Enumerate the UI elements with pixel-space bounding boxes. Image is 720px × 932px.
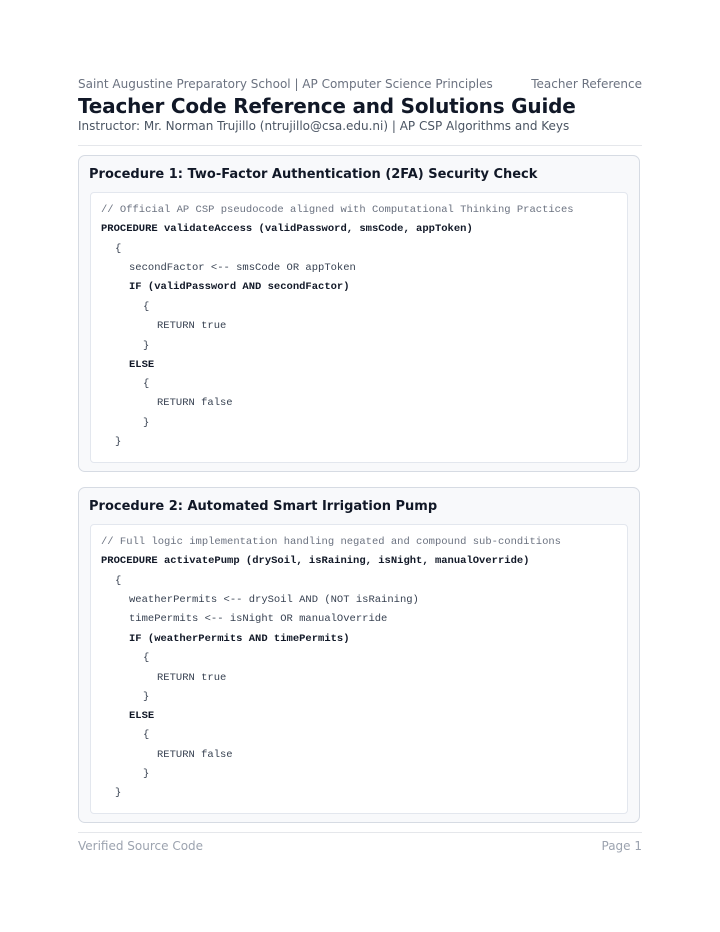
code-line: }: [115, 436, 122, 448]
page-header: [78, 77, 642, 91]
code-line: IF (validPassword AND secondFactor): [129, 281, 350, 293]
code-line: {: [115, 575, 122, 587]
code-line: RETURN false: [157, 397, 233, 409]
instructor-line: Instructor: Mr. Norman Trujillo (ntrujillo@csa.edu.ni) | AP CSP Algorithms and Keys: [78, 119, 570, 133]
code-line: {: [143, 652, 150, 664]
procedure-title: Procedure 1: Two-Factor Authentication (2FA) Security Check: [89, 167, 538, 182]
code-line: }: [143, 417, 150, 429]
reference-tag: Teacher Reference: [531, 77, 642, 91]
footer-divider: [78, 832, 642, 833]
code-line: }: [143, 340, 150, 352]
code-line: {: [115, 243, 122, 255]
code-line: }: [115, 787, 122, 799]
procedure-title: Procedure 2: Automated Smart Irrigation Pump: [89, 499, 438, 514]
header-divider: [78, 145, 642, 146]
code-comment: // Official AP CSP pseudocode aligned with Computational Thinking Practices: [101, 204, 574, 216]
code-line: RETURN true: [157, 320, 227, 332]
code-line: PROCEDURE validateAccess (validPassword, smsCode, appToken): [101, 223, 473, 235]
page-title: Teacher Code Reference and Solutions Guide: [78, 94, 576, 118]
code-line: ELSE: [129, 359, 155, 371]
code-comment: // Full logic implementation handling negated and compound sub-conditions: [101, 536, 561, 548]
footer-label: Verified Source Code: [78, 839, 204, 853]
code-line: {: [143, 301, 150, 313]
page-footer: [78, 839, 642, 853]
procedure-card-2: [78, 487, 640, 823]
school-label: Saint Augustine Preparatory School | AP Computer Science Principles: [78, 77, 493, 91]
procedure-card-1: [78, 155, 640, 472]
code-line: }: [143, 768, 150, 780]
code-line: ELSE: [129, 710, 155, 722]
code-block: [90, 524, 628, 814]
code-line: secondFactor <-- smsCode OR appToken: [129, 262, 356, 274]
code-line: }: [143, 691, 150, 703]
code-line: weatherPermits <-- drySoil AND (NOT isRaining): [129, 594, 419, 606]
page-number: Page 1: [601, 839, 642, 853]
code-line: {: [143, 378, 150, 390]
code-line: PROCEDURE activatePump (drySoil, isRaining, isNight, manualOverride): [101, 555, 530, 567]
code-line: timePermits <-- isNight OR manualOverride: [129, 613, 388, 625]
code-line: RETURN true: [157, 672, 227, 684]
code-line: {: [143, 729, 150, 741]
code-line: IF (weatherPermits AND timePermits): [129, 633, 350, 645]
code-block: [90, 192, 628, 463]
code-line: RETURN false: [157, 749, 233, 761]
